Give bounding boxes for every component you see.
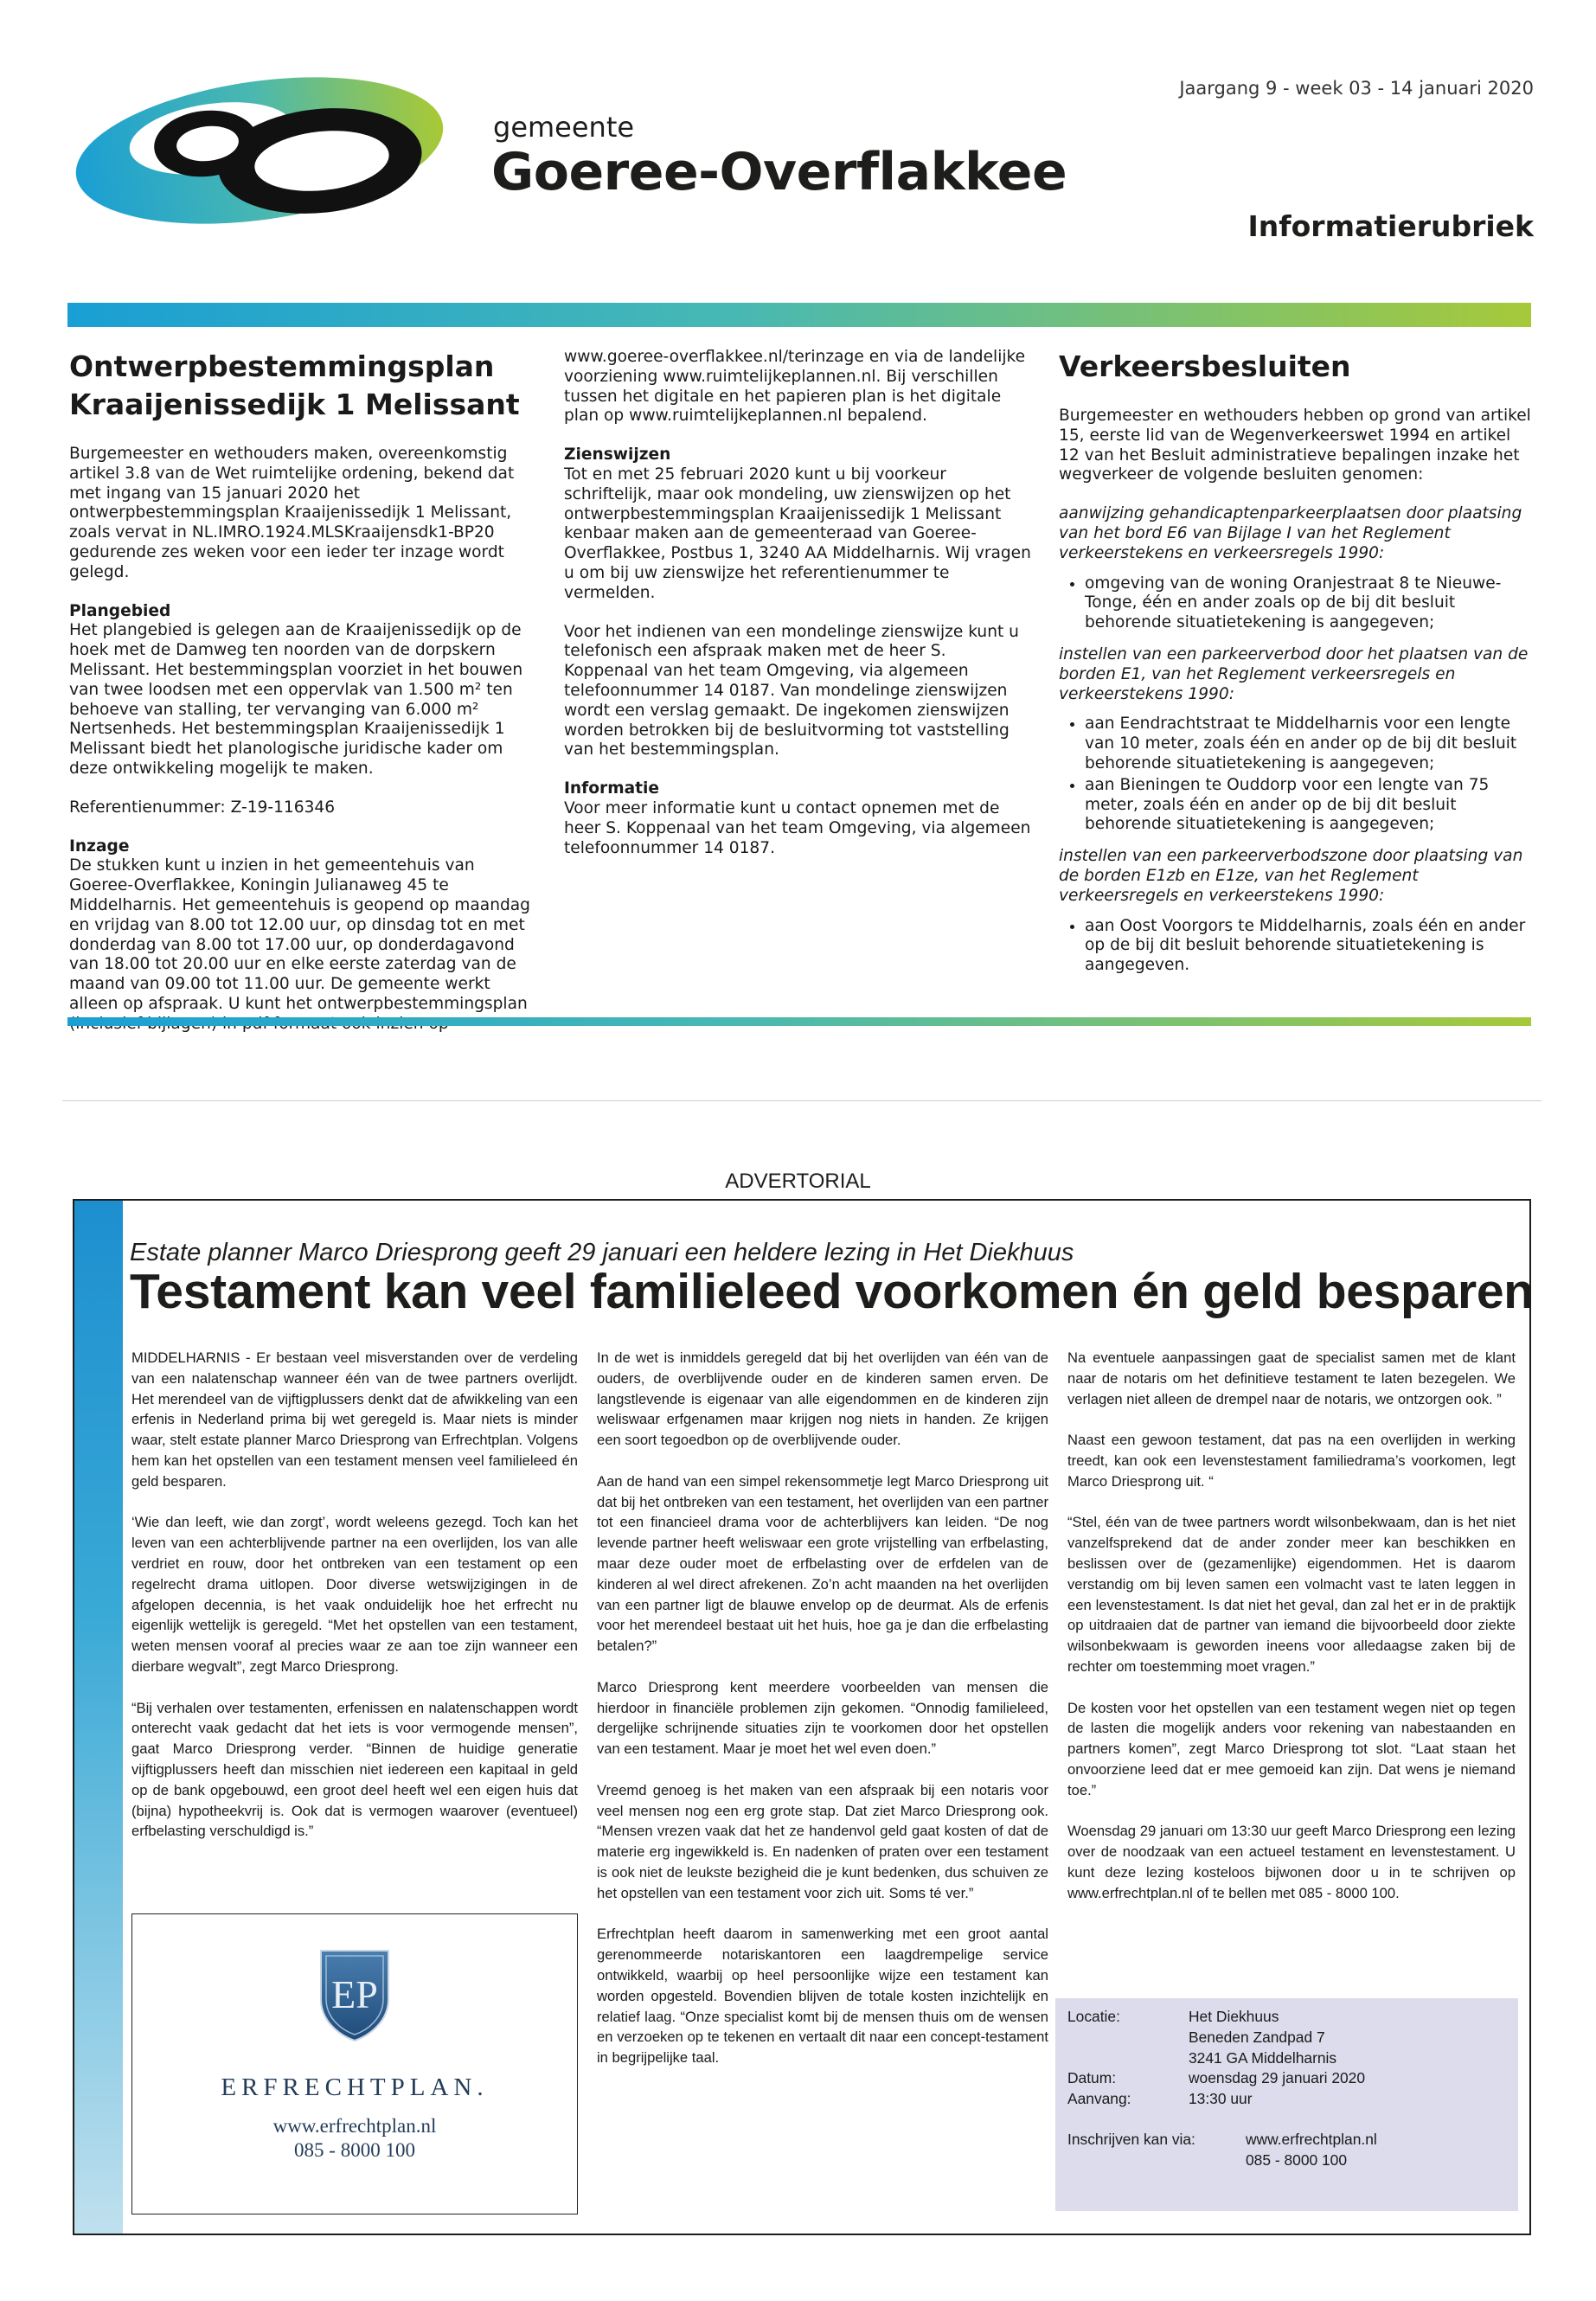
article-intro: Burgemeester en wethouders maken, overeenkomstig artikel 3.8 van de Wet ruimtelijke ordening, bekend dat met ingang van 15 januari 2020 het ontwerpbestemmingsplan Kraaijenissedijk 1 Melissant, zoals vervat in NL.IMRO.1924.MLSKraaijensdk1-BP20 gedurende zes weken voor een ieder ter inzage wordt gelegd. [69,445,515,581]
informatie-text: Voor meer informatie kunt u contact opnemen met de heer S. Koppenaal van het team Omgeving, via algemeen telefoonnummer 14 0187. [564,798,1031,857]
column-zienswijzen [564,348,1031,877]
brand-prefix: gemeente [493,111,635,144]
paragraph: In de wet is inmiddels geregeld dat bij het overlijden van één van de ouders, de overblijvende ouder en de kinderen samen erven. De langstlevende is eigenaar van alle eigendommen en de kinderen zijn weliswaar erfgenamen maar krijgen nog niets in handen. Ze krijgen een soort tegoedbon op de overblijvende ouder. [597,1349,1048,1449]
advertorial-column-1 [131,1348,578,1862]
footer-gradient-bar [67,1017,1531,1026]
column-bestemmingsplan [69,348,538,1054]
inzage-continued: www.goeree-overflakkee.nl/terinzage en via de landelijke voorziening www.ruimtelijkeplannen.nl. Bij verschillen tussen het digitale en het papieren plan is het digitale plan op www.ruimtelijkeplannen.nl bepalend. [564,348,1026,426]
paragraph: Aan de hand van een simpel rekensommetje legt Marco Driesprong uit dat bij het ontbreken van een testament, het overlijden van een partner tot een financieel drama voor de achterblijvers kan leiden. “De nog levende partner heeft weliswaar een grote vrijstelling van erfbelasting, maar deze ouder moet de erfbelasting over de erfdelen van de kinderen al wel direct afrekenen. Zo’n acht maanden na het overlijden van een partner ligt de blauwe envelop op de deurmat. Als de erfenis voor het merendeel bestaat uit het huis, hoe ga je dan die erfbelasting betalen?” [597,1472,1048,1655]
info-label: Inschrijven kan via: [1067,2130,1195,2148]
decision-list [1059,715,1531,835]
decision-item: • omgeving van de woning Oranjestraat 8 te Nieuwe-Tonge, één en ander zoals op de bij dit besluit behorende situatietekening is aangegeven; [1085,574,1531,633]
issue-info: Jaargang 9 - week 03 - 14 januari 2020 [1179,78,1534,99]
erfrechtplan-shield-icon [317,1945,392,2044]
decision-item: • aan Oost Voorgors te Middelharnis, zoals één en ander op de bij dit besluit behorende situatietekening is aangegeven. [1085,917,1531,976]
paragraph: Marco Driesprong kent meerdere voorbeelden van mensen die hierdoor in financiële problemen zijn gekomen. “Onnodig familieleed, dergelijke schrijnende situaties zijn te voorkomen door het opstellen van een testament. Maar je moet het wel even doen.” [597,1678,1048,1758]
paragraph: ‘Wie dan leeft, wie dan zorgt’, wordt weleens gezegd. Toch kan het leven van een achterblijvende partner na een overlijden, los van alle verdriet en rouw, door het ontbreken van een testament op een regelrecht drama uitlopen. Door diverse wetswijzigingen in de afgelopen decennia, is het vaak onduidelijk hoe het erfrecht nu eigenlijk wettelijk is geregeld. “Met het opstellen van een testament, weten mensen vooraf al precies waar ze aan toe zijn wanneer een dierbare wegvalt”, zegt Marco Driesprong. [131,1514,578,1675]
decision-list [1059,917,1531,976]
reference-number: Referentienummer: Z-19-116346 [69,798,336,817]
header-gradient-bar [67,303,1531,327]
subheading-zienswijzen: Zienswijzen [564,445,671,465]
section-title: Informatierubriek [1247,209,1534,243]
info-label: Datum: [1067,2069,1117,2087]
info-row-inschrijven-2 [1067,2150,1506,2171]
info-row-datum [1067,2068,1506,2089]
subheading-informatie: Informatie [564,779,659,798]
info-row-aanvang [1067,2089,1506,2110]
article-intro: Burgemeester en wethouders hebben op grond van artikel 15, eerste lid van de Wegenverkeerswet 1994 en artikel 12 van het Besluit administratieve bepalingen inzake het wegverkeer de volgende besluiten genomen: [1059,407,1531,484]
erfrechtplan-url[interactable]: www.erfrechtplan.nl [272,2115,437,2137]
info-value: 13:30 uur [1189,2090,1253,2108]
subheading-plangebied: Plangebied [69,601,171,620]
info-row-inschrijven [1067,2130,1506,2150]
column-verkeersbesluiten [1059,348,1531,988]
erfrechtplan-ad [131,1913,578,2214]
paragraph: De kosten voor het opstellen van een testament wegen niet op tegen de lasten die mogelijk anders voor rekening van nabestaanden en partners komen”, zegt Marco Driesprong tot slot. “Laat staan het onvoorziene leed dat er mee gemoeid kan zijn. Dat wens je niemand toe.” [1067,1699,1516,1798]
article-title: Verkeersbesluiten [1059,349,1351,383]
info-value: Het Diekhuus [1189,2008,1279,2025]
advertorial-subtitle: Estate planner Marco Driesprong geeft 29 januari een heldere lezing in Het Diekhuus [130,1239,1074,1266]
paragraph: “Stel, één van de twee partners wordt wilsonbekwaam, dan is het niet vanzelfsprekend dat de ander zonder meer kan beschikken en beslissen over de (gezamenlijke) eigendommen. Het is daarom verstandig om bij leven samen een volmacht vast te laten leggen in een levenstestament. Is dat niet het geval, dan zal het er in de praktijk op uitdraaien dat de partner van iemand die bijvoorbeeld door ziekte wilsonbekwaam is geworden ineens voor alledaagse zaken bij de rechter om toestemming moet vragen.” [1067,1514,1516,1675]
info-label: Locatie: [1067,2008,1120,2025]
paragraph: Erfrechtplan heeft daarom in samenwerking met een groot aantal gerenommeerde notariskantoren een laagdrempelige service ontwikkeld, waarbij op heel persoonlijke wijze een testament kan worden opgesteld. Bovendien blijven de totale kosten inzichtelijk en relatief laag. “Onze specialist komt bij de mensen thuis om de wensen en verzoeken op te tekenen en vertaalt dit naar een concept-testament in begrijpelijke taal. [597,1926,1048,2067]
info-row-locatie [1067,2007,1506,2028]
article-title: Ontwerpbestemmingsplan Kraaijenissedijk 1 Melissant [69,349,520,421]
inzage-text: De stukken kunt u inzien in het gemeentehuis van Goeree-Overflakkee, Koningin Julianaweg 45 te Middelharnis. Het gemeentehuis is geopend op maandag en vrijdag van 8.00 tot 12.00 uur, op dinsdag tot en met donderdag van 8.00 tot 17.00 uur, op donderdagavond van 18.00 tot 20.00 uur en elke eerste zaterdag van de maand van 09.00 tot 11.00 uur. De gemeente werkt alleen op afspraak. U kunt het ontwerpbestemmingsplan [69,856,530,1013]
paragraph: Naast een gewoon testament, dat pas na een overlijden in werking treedt, kan ook een levenstestament familiedrama’s voorkomen, legt Marco Driesprong uit. “ [1067,1432,1516,1490]
advertorial-title: Testament kan veel familieleed voorkomen én geld besparen [130,1264,1534,1319]
erfrechtplan-phone: 085 - 8000 100 [294,2139,415,2161]
info-link[interactable]: www.erfrechtplan.nl [1246,2130,1377,2148]
decision-heading: aanwijzing gehandicaptenparkeerplaatsen door plaatsing van het bord E6 van Bijlage I van het Reglement verkeerstekens en verkeersregels 1990: [1059,504,1522,562]
decision-item: • aan Eendrachtstraat te Middelharnis voor een lengte van 10 meter, zoals één en ander op de bij dit besluit behorende situatietekening is aangegeven; [1085,715,1531,773]
brand-name: Goeree-Overflakkee [491,142,1067,202]
decision-heading: instellen van een parkeerverbod door het plaatsen van de borden E1, van het Reglement verkeersregels en verkeerstekens 1990: [1059,644,1529,703]
advertorial-column-2 [597,1348,1048,2089]
paragraph: “Bij verhalen over testamenten, erfenissen en nalatenschappen wordt onterecht vaak gedacht dat het iets is voor vermogende mensen”, gaat Marco Driesprong verder. “Binnen de huidige generatie vijftigplussers heeft dan misschien niet iedereen een kapitaal in geld op de bank opgebouwd, een groot deel heeft wel een eigen huis dat (bijna) hypotheekvrij is. Ook dat is vermogen waarover (eventueel) erfbelasting verschuldigd is.” [131,1699,578,1840]
gemeente-logo [69,76,450,225]
paragraph: Vreemd genoeg is het maken van een afspraak bij een notaris voor veel mensen nog een erg grote stap. Dat ziet Marco Driesprong ook. “Mensen vrezen vaak dat het ze handenvol geld gaat kosten of dat de materie erg ingewikkeld is. En nadenken of praten over een testament is ook niet de leukste bezigheid die je kunt bedenken, dus schuiven ze het opstellen van een testament voor zich uit. Soms té ver.” [597,1781,1048,1901]
paragraph: MIDDELHARNIS - Er bestaan veel misverstanden over de verdeling van een nalatenschap wanneer één van de twee partners overlijdt. Het merendeel van de vijftigplussers denkt dat de afwikkeling van een erfenis in Nederland prima bij wet geregeld is. Maar niets is minder waar, stelt estate planner Marco Driesprong van Erfrechtplan. Volgens hem kan het opstellen van een testament mensen veel familieleed én geld besparen. [131,1349,578,1490]
info-value: 3241 GA Middelharnis [1189,2048,1337,2067]
paragraph: Na eventuele aanpassingen gaat de specialist samen met de klant naar de notaris om het definitieve testament te laten bezegelen. We verlagen niet alleen de drempel naar de notaris, we ontzorgen ook. ” [1067,1349,1516,1407]
advertorial-column-3 [1067,1348,1516,1924]
info-value: Beneden Zandpad 7 [1189,2028,1325,2046]
info-row-locatie-2 [1067,2028,1506,2048]
erfrechtplan-name: ERFRECHTPLAN. [221,2073,489,2101]
event-info-box [1055,1998,1518,2211]
subheading-inzage: Inzage [69,836,130,856]
decision-item: • aan Bieningen te Ouddorp voor een lengte van 75 meter, zoals één en ander op de bij dit besluit behorende situatietekening is aangegeven; [1085,776,1531,835]
mondeling-text: Voor het indienen van een mondelinge zienswijze kunt u telefonisch een afspraak maken met de heer S. Koppenaal van het team Omgeving, via algemeen telefoonnummer 14 0187. Van mondelinge zienswijzen wordt een verslag gemaakt. De ingekomen zienswijzen worden betrokken bij de besluitvorming tot vaststelling van het bestemmingsplan. [564,622,1019,760]
info-value: woensdag 29 januari 2020 [1189,2069,1366,2087]
plangebied-text: Het plangebied is gelegen aan de Kraaijenissedijk op de hoek met de Damweg ten noorden van de dorpskern Melissant. Het bestemmingsplan voorziet in het bouwen van twee loodsen met een oppervlak van 1.500 m² ten behoeve van stalling, ter vervanging van 6.000 m² Nertsenheds. Het bestemmingsplan Kraaijenissedijk 1 Melissant biedt het planologische juridische kader om deze ontwikkeling mogelijk te maken. [69,621,523,778]
decision-heading: instellen van een parkeerverbodszone door plaatsing van de borden E1zb en E1ze, van het Reglement verkeersregels en verkeerstekens 1990: [1059,847,1523,905]
advertorial-label: ADVERTORIAL [725,1170,871,1193]
info-label: Aanvang: [1067,2090,1131,2108]
shield-monogram: EP [331,1972,378,2016]
zienswijzen-text: Tot en met 25 februari 2020 kunt u bij voorkeur schriftelijk, maar ook mondeling, uw zienswijzen op het ontwerpbestemmingsplan Kraaijenissedijk 1 Melissant kenbaar maken aan de gemeenteraad van Goeree-Overflakkee, Postbus 1, 3240 AA Middelharnis. Wij vragen u om bij uw zienswijze het referentienummer te vermelden. [564,465,1031,602]
info-row-locatie-3 [1067,2048,1506,2069]
advertorial-stripe [74,1201,123,2234]
paragraph: Woensdag 29 januari om 13:30 uur geeft Marco Driesprong een lezing over de noodzaak van een actueel testament en levenstestament. U kunt deze lezing kosteloos bijwonen door u in te schrijven op www.erfrechtplan.nl of te bellen met 085 - 8000 100. [1067,1823,1516,1901]
info-value: 085 - 8000 100 [1246,2150,1348,2169]
decision-list [1059,574,1531,633]
page-divider [62,1100,1542,1101]
